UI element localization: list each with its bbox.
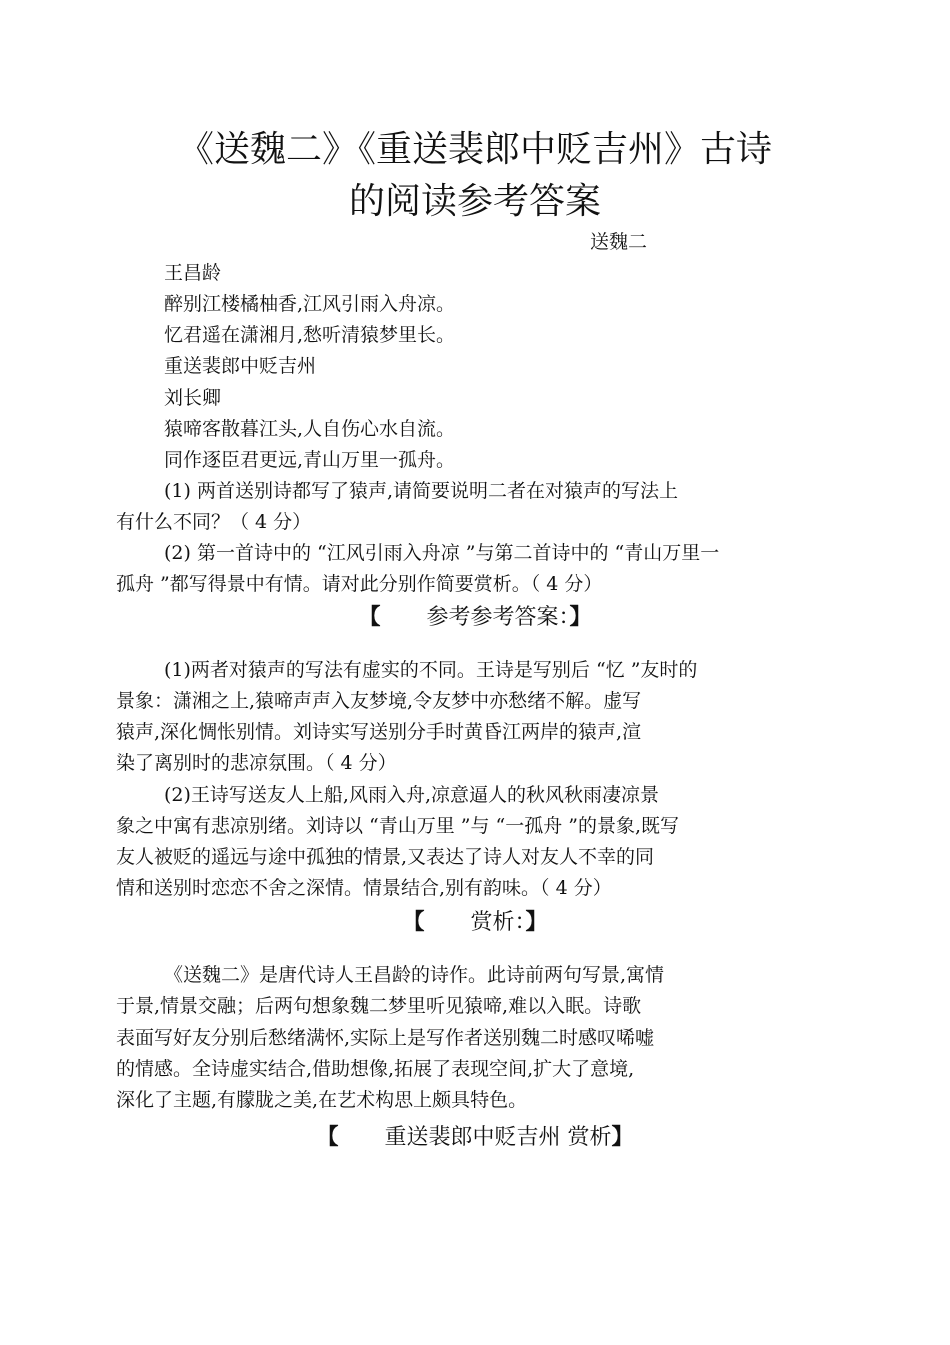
answer-heading — [0, 603, 950, 633]
answer-heading-open-bracket: 【 — [358, 605, 381, 630]
poem1-line-1: 醉别江楼橘柚香,江风引雨入舟凉。 — [164, 293, 456, 315]
answer-line-1: (1)两者对猿声的写法有虚实的不同。王诗是写别后 “忆 ”友时的 — [164, 659, 698, 681]
analysis-heading-text: 赏析： — [470, 910, 526, 935]
analysis-line-3: 表面写好友分别后愁绪满怀,实际上是写作者送别魏二时感叹唏嘘 — [116, 1027, 655, 1049]
question-1-line-2: 有什么不同？（ 4 分） — [116, 511, 312, 533]
document-title-line-2: 的阅读参考答案 — [348, 181, 601, 222]
answer-heading-text: 参考参考答案： — [426, 605, 570, 630]
question-2-line-1: (2) 第一首诗中的 “江风引雨入舟凉 ”与第二首诗中的 “青山万里一 — [164, 542, 720, 564]
poem2-author: 刘长卿 — [164, 387, 222, 409]
answer-line-3: 猿声,深化惆怅别情。刘诗实写送别分手时黄昏江两岸的猿声,渲 — [116, 721, 642, 743]
answer-line-6: 象之中寓有悲凉别绪。刘诗以 “青山万里 ”与 “一孤舟 ”的景象,既写 — [116, 815, 680, 837]
answer-line-7: 友人被贬的遥远与途中孤独的情景,又表达了诗人对友人不幸的同 — [116, 846, 655, 868]
analysis2-heading-open-bracket: 【 — [316, 1125, 339, 1150]
analysis-line-4: 的情感。全诗虚实结合,借助想像,拓展了表现空间,扩大了意境, — [116, 1058, 635, 1080]
poem2-line-1: 猿啼客散暮江头,人自伤心水自流。 — [164, 418, 456, 440]
answer-line-8: 情和送别时恋恋不舍之深情。情景结合,别有韵味。（ 4 分） — [116, 877, 612, 899]
document-title-line-1: 《送魏二》《重送裴郎中贬吉州》古诗 — [177, 129, 772, 170]
answer-heading-close-bracket: 】 — [569, 605, 592, 630]
poem1-line-2: 忆君遥在潇湘月,愁听清猿梦里长。 — [164, 324, 456, 346]
answer-line-5: (2)王诗写送友人上船,风雨入舟,凉意逼人的秋风秋雨凄凉景 — [164, 784, 659, 806]
analysis-heading — [0, 908, 950, 938]
poem2-line-2: 同作逐臣君更远,青山万里一孤舟。 — [164, 449, 456, 471]
question-2-line-2: 孤舟 ”都写得景中有情。请对此分别作简要赏析。（ 4 分） — [116, 573, 603, 595]
poem1-author: 王昌龄 — [164, 262, 222, 284]
answer-line-2: 景象：潇湘之上,猿啼声声入友梦境,令友梦中亦愁绪不解。虚写 — [116, 690, 642, 712]
analysis2-heading-text: 重送裴郎中贬吉州 赏析 — [384, 1125, 612, 1150]
analysis2-heading — [0, 1123, 950, 1153]
analysis-line-2: 于景,情景交融；后两句想象魏二梦里听见猿啼,难以入眠。诗歌 — [116, 995, 642, 1017]
analysis-line-5: 深化了主题,有朦胧之美,在艺术构思上颇具特色。 — [116, 1089, 528, 1111]
question-1-line-1: (1) 两首送别诗都写了猿声,请简要说明二者在对猿声的写法上 — [164, 480, 678, 502]
poem1-title: 送魏二 — [590, 231, 648, 253]
analysis-heading-open-bracket: 【 — [402, 910, 425, 935]
poem2-title: 重送裴郎中贬吉州 — [164, 355, 317, 377]
analysis-line-1: 《送魏二》是唐代诗人王昌龄的诗作。此诗前两句写景,寓情 — [164, 964, 665, 986]
answer-line-4: 染了离别时的悲凉氛围。（ 4 分） — [116, 752, 397, 774]
analysis-heading-close-bracket: 】 — [525, 910, 548, 935]
analysis2-heading-close-bracket: 】 — [611, 1125, 634, 1150]
